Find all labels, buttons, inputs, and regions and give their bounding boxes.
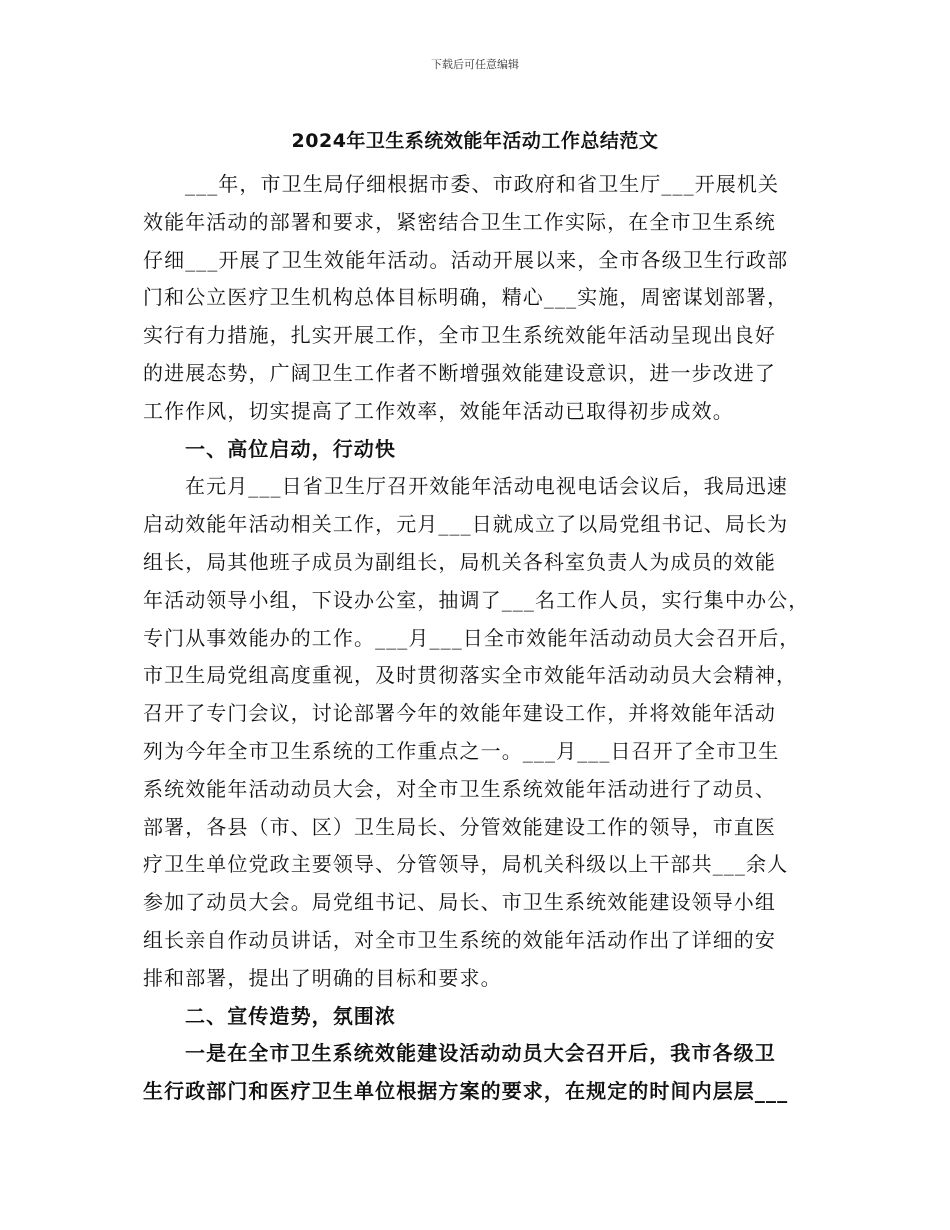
body-line: 召开了专门会议，讨论部署今年的效能年建设工作，并将效能年活动: [143, 701, 776, 726]
body-line: 效能年活动的部署和要求，紧密结合卫生工作实际，在全市卫生系统: [143, 209, 776, 234]
body-line: 部署，各县（市、区）卫生局长、分管效能建设工作的领导，市直医: [143, 814, 776, 839]
body-line: 在元月___日省卫生厅召开效能年活动电视电话会议后，我局迅速: [185, 474, 788, 499]
body-line: 列为今年全市卫生系统的工作重点之一。___月___日召开了全市卫生: [143, 738, 780, 763]
body-line: 系统效能年活动动员大会，对全市卫生系统效能年活动进行了动员、: [143, 776, 776, 801]
body-line: 年活动领导小组，下设办公室，抽调了___名工作人员，实行集中办公，: [143, 587, 810, 612]
body-line: 仔细___开展了卫生效能年活动。活动开展以来，全市各级卫生行政部: [143, 247, 789, 272]
body-line: 专门从事效能办的工作。___月___日全市效能年活动动员大会召开后，: [143, 625, 801, 650]
body-line: 组长，局其他班子成员为副组长，局机关各科室负责人为成员的效能: [143, 549, 776, 574]
body-line: 疗卫生单位党政主要领导、分管领导，局机关科级以上干部共___余人: [143, 852, 789, 877]
document-title: 2024年卫生系统效能年活动工作总结范文: [291, 130, 659, 152]
body-line: 排和部署，提出了明确的目标和要求。: [143, 965, 502, 990]
body-line: 生行政部门和医疗卫生单位根据方案的要求，在规定的时间内层层___: [143, 1079, 789, 1104]
body-line: 市卫生局党组高度重视，及时贯彻落实全市效能年活动动员大会精神，: [143, 663, 798, 688]
document-body: [143, 166, 823, 1111]
body-line: 组长亲自作动员讲话，对全市卫生系统的效能年活动作出了详细的安: [143, 927, 776, 952]
page-header-note: 下载后可任意编辑: [431, 58, 519, 71]
body-line: 门和公立医疗卫生机构总体目标明确，精心___实施，周密谋划部署，: [143, 285, 789, 310]
body-line: 实行有力措施，扎实开展工作，全市卫生系统效能年活动呈现出良好: [143, 323, 776, 348]
body-line: 的进展态势，广阔卫生工作者不断增强效能建设意识，进一步改进了: [143, 360, 776, 385]
body-line: 启动效能年活动相关工作，元月___日就成立了以局党组书记、局长为: [143, 512, 789, 537]
body-line: 参加了动员大会。局党组书记、局长、市卫生系统效能建设领导小组: [143, 890, 776, 915]
section-heading: 二、宣传造势，氛围浓: [185, 1003, 396, 1028]
body-line: ___年，市卫生局仔细根据市委、市政府和省卫生厅___开展机关: [185, 172, 780, 196]
section-heading: 一、高位启动，行动快: [185, 436, 396, 461]
body-line: 工作作风，切实提高了工作效率，效能年活动已取得初步成效。: [143, 398, 734, 423]
body-line: 一是在全市卫生系统效能建设活动动员大会召开后，我市各级卫: [185, 1041, 776, 1066]
